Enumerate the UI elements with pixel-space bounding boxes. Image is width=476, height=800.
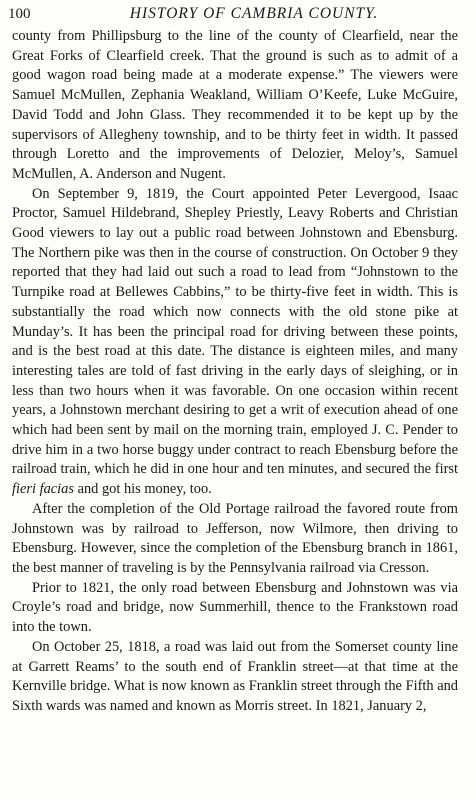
paragraph-2-text: On September 9, 1819, the Court appointed Peter Levergood, Isaac Proctor, Samuel Hildebrand, Shepley Priestly, Leavy Roberts and Christian Good viewers to lay out a public road between Johnstown and Ebensburg. The Northern pike was then in the course of construction. On October 9 they reported that they had laid out such a road to lead from “Johnstown to the Turnpike road at Bellewes Cabbins,” to be thirty-five feet in width. This is substantially the road which now connects with the old stone pike at Munday’s. It has been the principal road for driving between these points, and is the best road at this date. The distance is eighteen miles, and many interesting tales are told of fast driving in the early days of sleighing, or in less than two hours when it was favorable. On one occasion within recent years, a Johnstown merchant desiring to get a writ of execution ahead of one which had been sent by mail on the morning train, employed J. C. Pender to drive him in a two horse buggy under contract to reach Ebensburg before the railroad train, which he did in one hour and ten minutes, and secured the first — [12, 185, 458, 478]
page-number: 100 — [8, 6, 31, 22]
paragraph-5 — [12, 638, 458, 717]
body-text — [12, 27, 458, 717]
page-header — [8, 3, 460, 25]
paragraph-3 — [12, 500, 458, 579]
paragraph-1 — [12, 27, 458, 185]
paragraph-2-italic-phrase: fieri facias — [12, 481, 74, 498]
running-title: HISTORY OF CAMBRIA COUNTY. — [129, 5, 379, 22]
paragraph-2 — [12, 185, 458, 500]
paragraph-4-text: Prior to 1821, the only road between Ebensburg and Johnstown was via Croyle’s road and bridge, now Summerhill, thence to the Frankstown road into the town. — [12, 579, 458, 636]
paragraph-5-text: On October 25, 1818, a road was laid out from the Somerset county line at Garrett Reams’ to the south end of Franklin street—at that time at the Kernville bridge. What is now known as Franklin street through the Fifth and Sixth wards was named and known as Morris street. In 1821, January 2, — [12, 638, 458, 714]
paragraph-4 — [12, 579, 458, 638]
paragraph-1-text: county from Phillipsburg to the line of the county of Clearfield, near the Great Forks of Clearfield creek. That the ground is such as to admit of a good wagon road being made at a moderate expense.” The viewers were Samuel McMullen, Zephania Weakland, William O’Keefe, Luke McGuire, David Todd and John Glass. They recommended it to be kept up by the supervisors of Allegheny township, and to be thirty feet in width. It passed through Loretto and the improvements of Delozier, Meloy’s, Samuel McMullen, A. Anderson and Nugent. — [12, 28, 458, 182]
paragraph-3-text: After the completion of the Old Portage railroad the favored route from Johnstown was by railroad to Jefferson, now Wilmore, then driving to Ebensburg. However, since the completion of the Ebensburg branch in 1861, the best manner of traveling is by the Pennsylvania railroad via Cresson. — [12, 500, 458, 576]
paragraph-2-text-after: and got his money, too. — [77, 481, 212, 498]
